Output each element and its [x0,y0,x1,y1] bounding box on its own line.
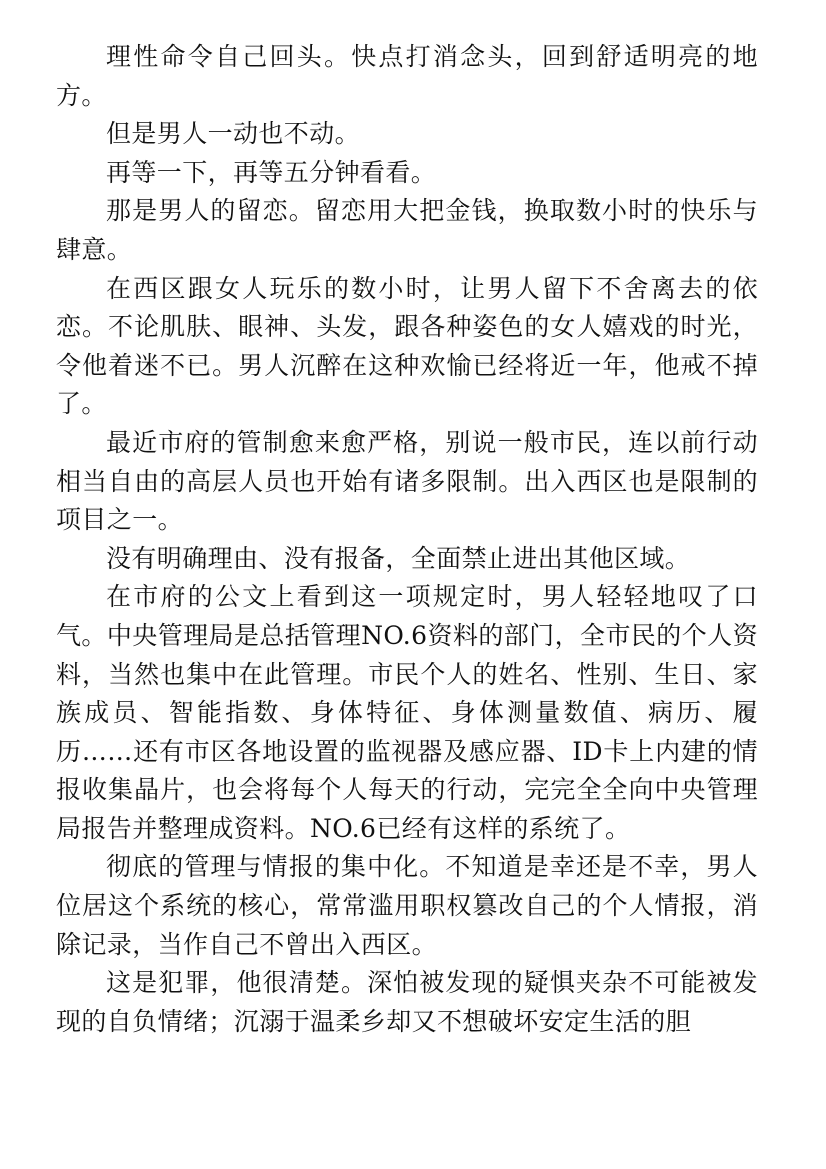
paragraph-10: 这是犯罪，他很清楚。深怕被发现的疑惧夹杂不可能被发现的自负情绪；沉溺于温柔乡却又不想破坏安定生活的胆 [56,968,758,1036]
paragraph-6: 最近市府的管制愈来愈严格，别说一般市民，连以前行动相当自由的高层人员也开始有诸多限制。出入西区也是限制的项目之一。 [56,427,758,535]
paragraph-3: 再等一下，再等五分钟看看。 [106,157,437,187]
paragraph-2: 但是男人一动也不动。 [106,119,361,149]
paragraph-4: 那是男人的留恋。留恋用大把金钱，换取数小时的快乐与肆意。 [56,196,758,264]
paragraph-9: 彻底的管理与情报的集中化。不知道是幸还是不幸，男人位居这个系统的核心，常常滥用职权篡改自己的个人情报，消除记录，当作自己不曾出入西区。 [56,852,758,959]
paragraph-7: 没有明确理由、没有报备，全面禁止进出其他区域。 [106,543,691,573]
paragraph-1: 理性命令自己回头。快点打消念头，回到舒适明亮的地方。 [56,42,758,110]
paragraph-5: 在西区跟女人玩乐的数小时，让男人留下不舍离去的依恋。不论肌肤、眼神、头发，跟各种姿色的女人嬉戏的时光，令他着迷不已。男人沉醉在这种欢愉已经将近一年，他戒不掉了。 [56,273,758,419]
body-text [56,38,758,1041]
paragraph-8: 在市府的公文上看到这一项规定时，男人轻轻地叹了口气。中央管理局是总括管理NO.6资料的部门，全市民的个人资料，当然也集中在此管理。市民个人的姓名、性别、生日、家族成员、智能指数、身体特征、身体测量数值、病历、履历……还有市区各地设置的监视器及感应器、ID卡上内建的情报收集晶片，也会将每个人每天的行动，完完全全向中央管理局报告并整理成资料。NO.6已经有这样的系统了。 [56,582,758,843]
